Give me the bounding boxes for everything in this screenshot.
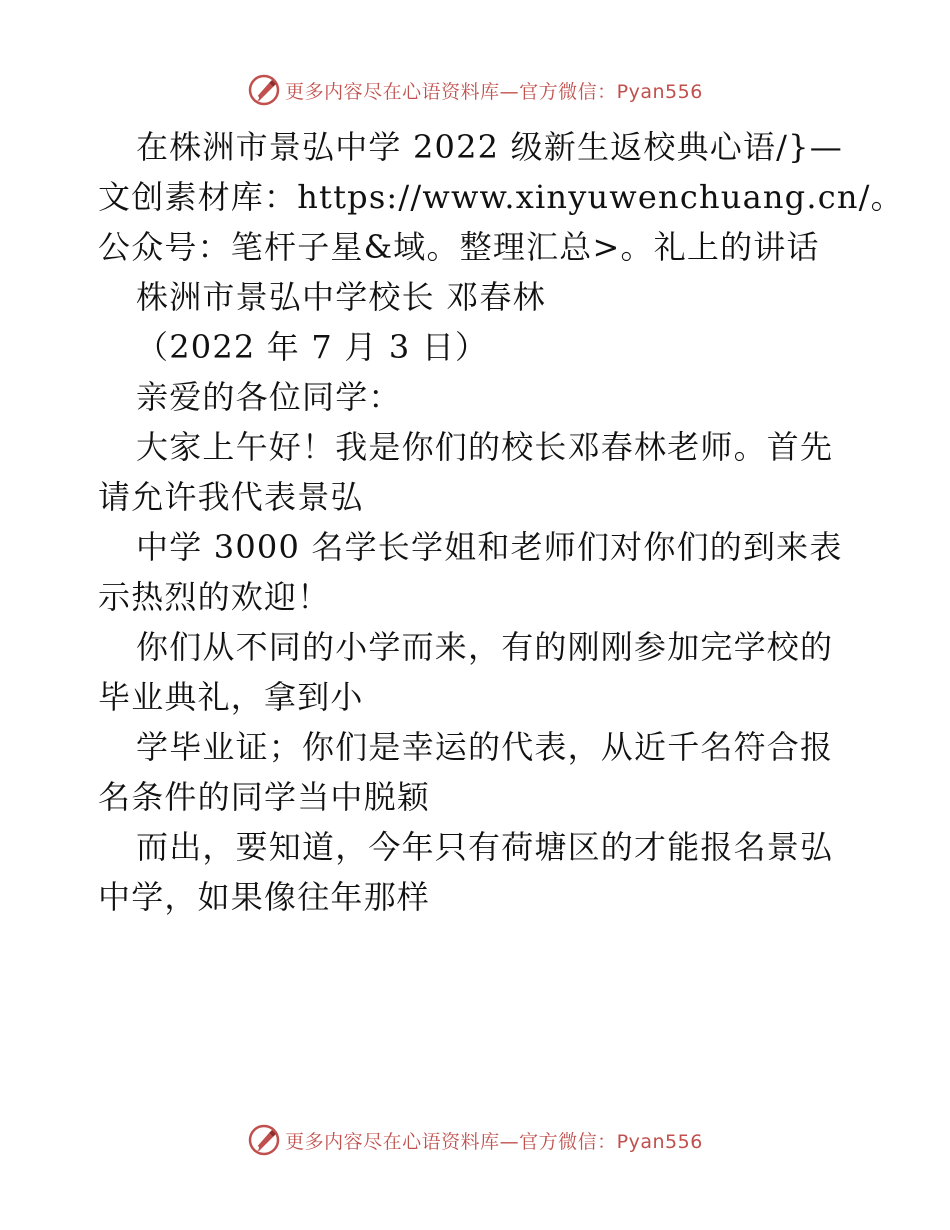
text-line: 大家上午好！我是你们的校长邓春林老师。首先: [136, 428, 834, 466]
text-line: （2022 年 7 月 3 日）: [136, 328, 489, 366]
text-line: 学毕业证；你们是幸运的代表，从近千名符合报: [136, 728, 834, 766]
text-line: 中学 3000 名学长学姐和老师们对你们的到来表: [136, 528, 843, 566]
pen-logo-icon: [247, 1123, 281, 1157]
text-line: 株洲市景弘中学校长 邓春林: [136, 278, 546, 316]
watermark-banner-top: [0, 70, 950, 110]
text-line: 毕业典礼，拿到小: [98, 678, 364, 716]
watermark-text: 更多内容尽在心语资料库—官方微信：Pyan556: [285, 1130, 703, 1153]
text-line: 示热烈的欢迎！: [98, 578, 331, 616]
text-line: 名条件的同学当中脱颖: [98, 778, 431, 816]
watermark-text: 更多内容尽在心语资料库—官方微信：Pyan556: [285, 80, 703, 103]
document-body: [98, 122, 904, 922]
text-line: 亲爱的各位同学：: [136, 378, 402, 416]
text-line: 而出，要知道，今年只有荷塘区的才能报名景弘: [136, 828, 834, 866]
watermark-banner-bottom: [0, 1120, 950, 1160]
pen-logo-icon: [247, 73, 281, 107]
text-line: 公众号：笔杆子星&域。整理汇总>。礼上的讲话: [98, 228, 820, 266]
text-line: 文创素材库：https://www.xinyuwenchuang.cn/。: [98, 178, 904, 216]
text-line: 在株洲市景弘中学 2022 级新生返校典心语/}—: [136, 128, 843, 166]
text-line: 中学，如果像往年那样: [98, 878, 431, 916]
text-line: 你们从不同的小学而来，有的刚刚参加完学校的: [136, 628, 834, 666]
text-line: 请允许我代表景弘: [98, 478, 364, 516]
